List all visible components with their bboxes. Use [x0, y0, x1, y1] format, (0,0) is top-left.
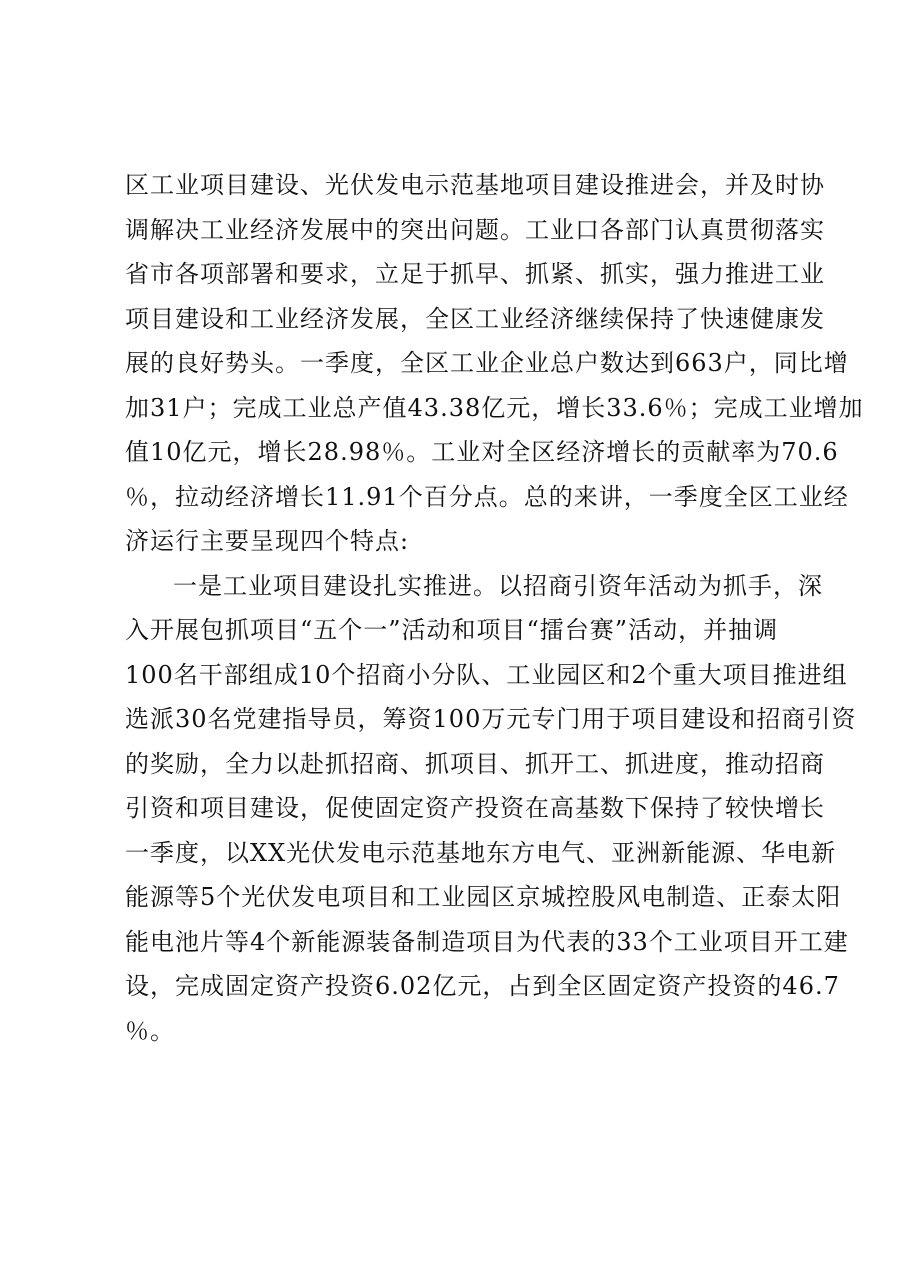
paragraph-first-line: 一是工业项目建设扎实推进。以招商引资年活动为抓手，深 — [173, 571, 823, 600]
text-line: 区工业项目建设、光伏发电示范基地项目建设推进会，并及时协 — [125, 171, 825, 199]
text-line: 100名干部组成10个招商小分队、工业园区和2个重大项目推进组 — [125, 660, 848, 689]
text-line: ％，拉动经济增长11.91个百分点。总的来讲，一季度全区工业经 — [125, 482, 849, 511]
text-line: 省市各项部署和要求，立足于抓早、抓紧、抓实，强力推进工业 — [125, 260, 825, 288]
text-line: 项目建设和工业经济发展，全区工业经济继续保持了快速健康发 — [125, 304, 825, 333]
text-line: 能电池片等4个新能源装备制造项目为代表的33个工业项目开工建 — [125, 927, 849, 956]
text-line: 引资和项目建设，促使固定资产投资在高基数下保持了较快增长 — [125, 794, 825, 822]
text-line: 调解决工业经济发展中的突出问题。工业口各部门认真贯彻落实 — [125, 215, 825, 244]
text-line: 加31户；完成工业总产值43.38亿元，增长33.6％；完成工业增加 — [125, 393, 864, 422]
text-line: 一季度，以XX光伏发电示范基地东方电气、亚洲新能源、华电新 — [125, 838, 837, 867]
document-body — [125, 163, 864, 1053]
text-line: 能源等5个光伏发电项目和工业园区京城控股风电制造、正泰太阳 — [125, 883, 842, 911]
text-line: 的奖励，全力以赴抓招商、抓项目、抓开工、抓进度，推动招商 — [125, 749, 825, 778]
text-line: 入开展包抓项目“五个一”活动和项目“擂台赛”活动，并抽调 — [125, 616, 779, 644]
text-line: 值10亿元，增长28.98％。工业对全区经济增长的贡献率为70.6 — [125, 438, 839, 466]
text-line: ％。 — [125, 1016, 175, 1045]
text-line: 济运行主要呈现四个特点: — [125, 527, 410, 555]
text-line: 选派30名党建指导员，筹资100万元专门用于项目建设和招商引资 — [125, 705, 857, 733]
text-line: 设，完成固定资产投资6.02亿元，占到全区固定资产投资的46.7 — [125, 972, 840, 1000]
text-line: 展的良好势头。一季度，全区工业企业总户数达到663户，同比增 — [125, 349, 849, 377]
